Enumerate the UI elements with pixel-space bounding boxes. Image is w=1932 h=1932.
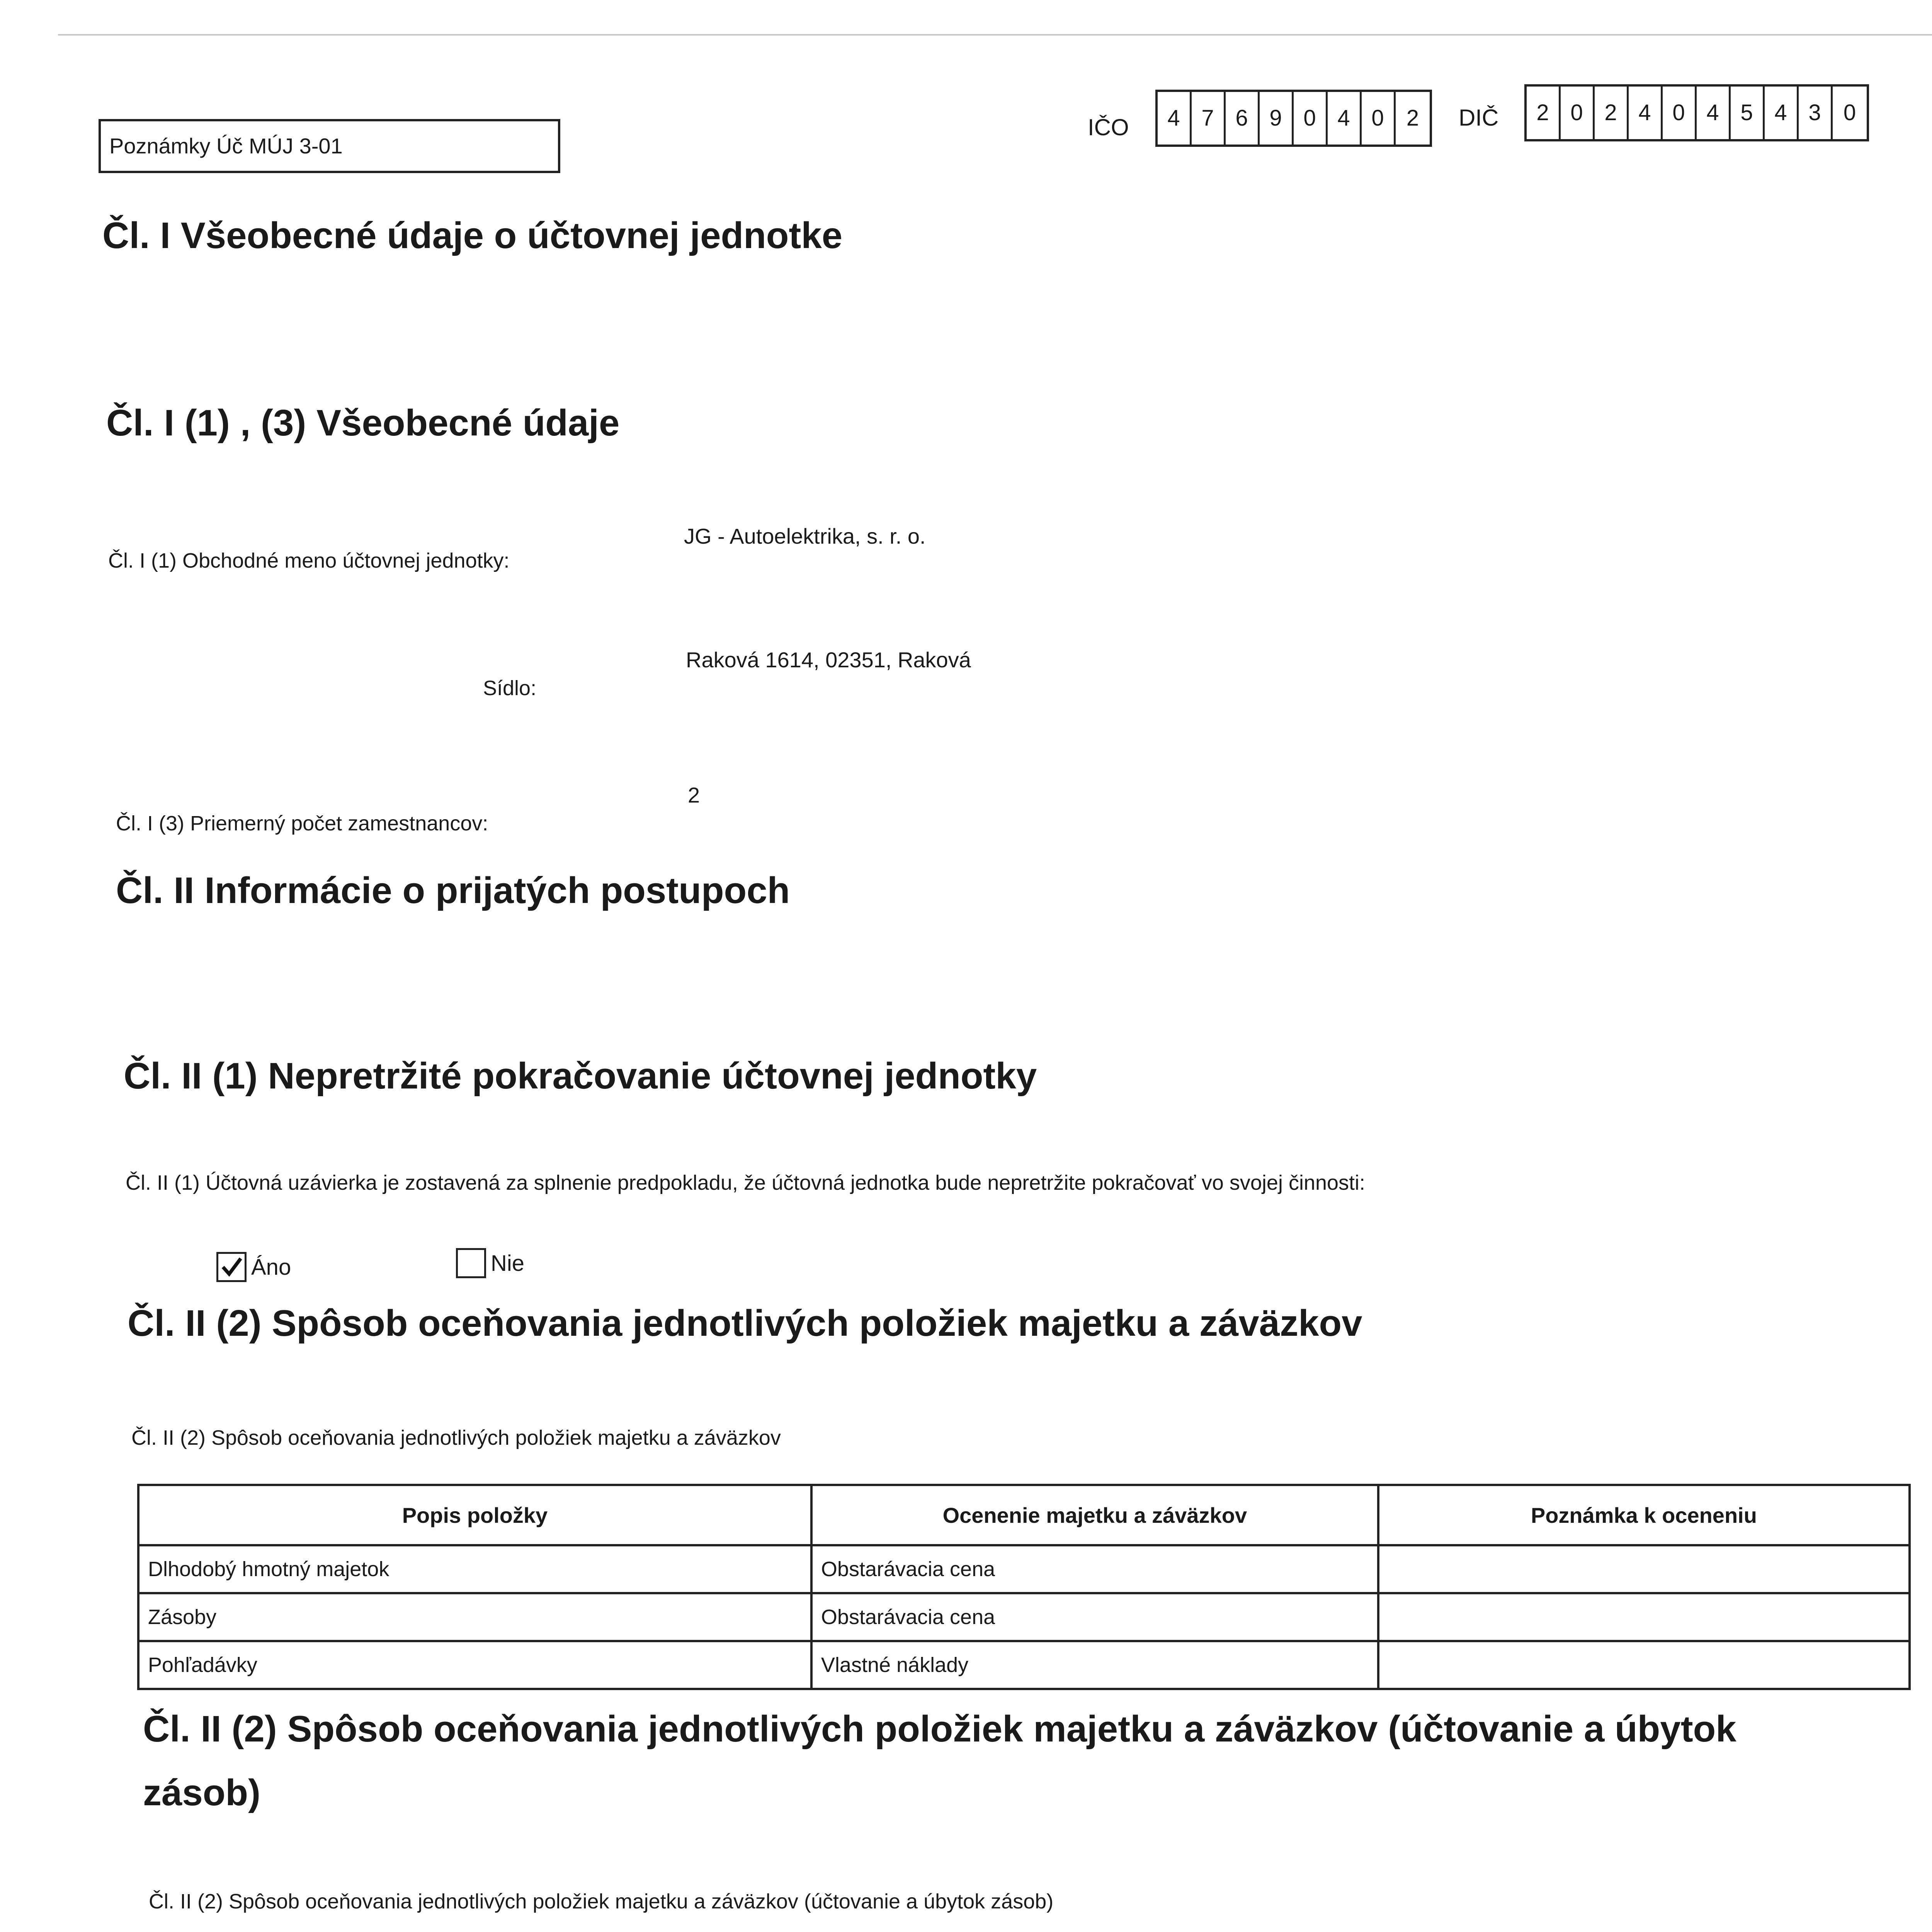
section-i-general-title: Čl. I (1) , (3) Všeobecné údaje <box>106 402 620 444</box>
checkbox-empty-icon[interactable] <box>456 1248 486 1278</box>
table-cell <box>1378 1593 1910 1641</box>
going-concern-no-label: Nie <box>491 1250 525 1276</box>
ico-digit: 4 <box>1328 92 1362 145</box>
going-concern-yes-label: Áno <box>251 1254 291 1280</box>
section-ii-2-inventory-title-line2: zásob) <box>143 1772 261 1813</box>
table-header: Popis položky <box>138 1485 811 1545</box>
ico-digit: 6 <box>1226 92 1260 145</box>
table-row <box>138 1593 1910 1641</box>
dic-digit: 0 <box>1561 87 1595 139</box>
section-i-title: Čl. I Všeobecné údaje o účtovnej jednotke <box>102 215 843 256</box>
ico-label: IČO <box>1088 114 1129 140</box>
dic-digit: 5 <box>1731 87 1765 139</box>
going-concern-no[interactable] <box>456 1248 524 1278</box>
ico-digit: 2 <box>1406 105 1419 131</box>
section-ii-2-title: Čl. II (2) Spôsob oceňovania jednotlivých položiek majetku a záväzkov <box>128 1303 1362 1344</box>
checkmark-icon <box>220 1255 243 1279</box>
table-cell: Vlastné náklady <box>811 1641 1378 1689</box>
table-cell: Zásoby <box>138 1593 811 1641</box>
valuation-text: Čl. II (2) Spôsob oceňovania jednotlivých položiek majetku a záväzkov <box>131 1426 781 1449</box>
valuation-table <box>137 1484 1911 1690</box>
table-row <box>138 1641 1910 1689</box>
employees-value: 2 <box>688 783 700 807</box>
dic-label: DIČ <box>1459 105 1499 131</box>
table-row <box>138 1545 1910 1593</box>
table-cell: Pohľadávky <box>138 1641 811 1689</box>
table-cell: Obstarávacia cena <box>811 1593 1378 1641</box>
checkbox-checked-icon[interactable] <box>216 1252 247 1282</box>
dic-digit: 4 <box>1697 87 1731 139</box>
dic-digit: 2 <box>1527 87 1561 139</box>
dic-digits <box>1524 84 1869 141</box>
dic-digit: 0 <box>1663 87 1697 139</box>
inventory-valuation-text: Čl. II (2) Spôsob oceňovania jednotlivých položiek majetku a záväzkov (účtovanie a úbytok zásob) <box>149 1890 1054 1913</box>
dic-digit: 3 <box>1799 87 1833 139</box>
table-header-row <box>138 1485 1910 1545</box>
table-cell: Dlhodobý hmotný majetok <box>138 1545 811 1593</box>
section-ii-2-inventory-title-line1: Čl. II (2) Spôsob oceňovania jednotlivých položiek majetku a záväzkov (účtovanie a úbytok <box>143 1708 1736 1750</box>
seat-value: Raková 1614, 02351, Raková <box>686 648 971 672</box>
ico-digits <box>1155 90 1432 147</box>
table-header: Poznámka k oceneniu <box>1378 1485 1910 1545</box>
section-ii-1-title: Čl. II (1) Nepretržité pokračovanie účtovnej jednotky <box>124 1055 1037 1097</box>
dic-digit: 4 <box>1765 87 1799 139</box>
seat-label: Sídlo: <box>483 677 537 700</box>
section-ii-title: Čl. II Informácie o prijatých postupoch <box>116 870 790 911</box>
ico-digit: 4 <box>1158 92 1192 145</box>
ico-digit: 9 <box>1260 92 1294 145</box>
dic-digit: 0 <box>1843 100 1856 125</box>
dic-digit: 2 <box>1595 87 1629 139</box>
company-name-label: Čl. I (1) Obchodné meno účtovnej jednotky: <box>108 549 510 572</box>
dic-digit: 4 <box>1629 87 1663 139</box>
table-header: Ocenenie majetku a záväzkov <box>811 1485 1378 1545</box>
company-name-value: JG - Autoelektrika, s. r. o. <box>684 524 926 548</box>
employees-label: Čl. I (3) Priemerný počet zamestnancov: <box>116 812 488 835</box>
going-concern-yes[interactable] <box>216 1252 291 1282</box>
ico-digit: 0 <box>1362 92 1396 145</box>
document-code: Poznámky Úč MÚJ 3-01 <box>99 119 560 173</box>
table-cell: Obstarávacia cena <box>811 1545 1378 1593</box>
ico-digit: 7 <box>1192 92 1226 145</box>
going-concern-text: Čl. II (1) Účtovná uzávierka je zostavená za splnenie predpokladu, že účtovná jednotka bude nepretržite pokračovať vo svojej činnosti: <box>126 1171 1366 1194</box>
table-cell <box>1378 1641 1910 1689</box>
ico-digit: 0 <box>1294 92 1328 145</box>
top-rule <box>58 34 1932 36</box>
table-cell <box>1378 1545 1910 1593</box>
